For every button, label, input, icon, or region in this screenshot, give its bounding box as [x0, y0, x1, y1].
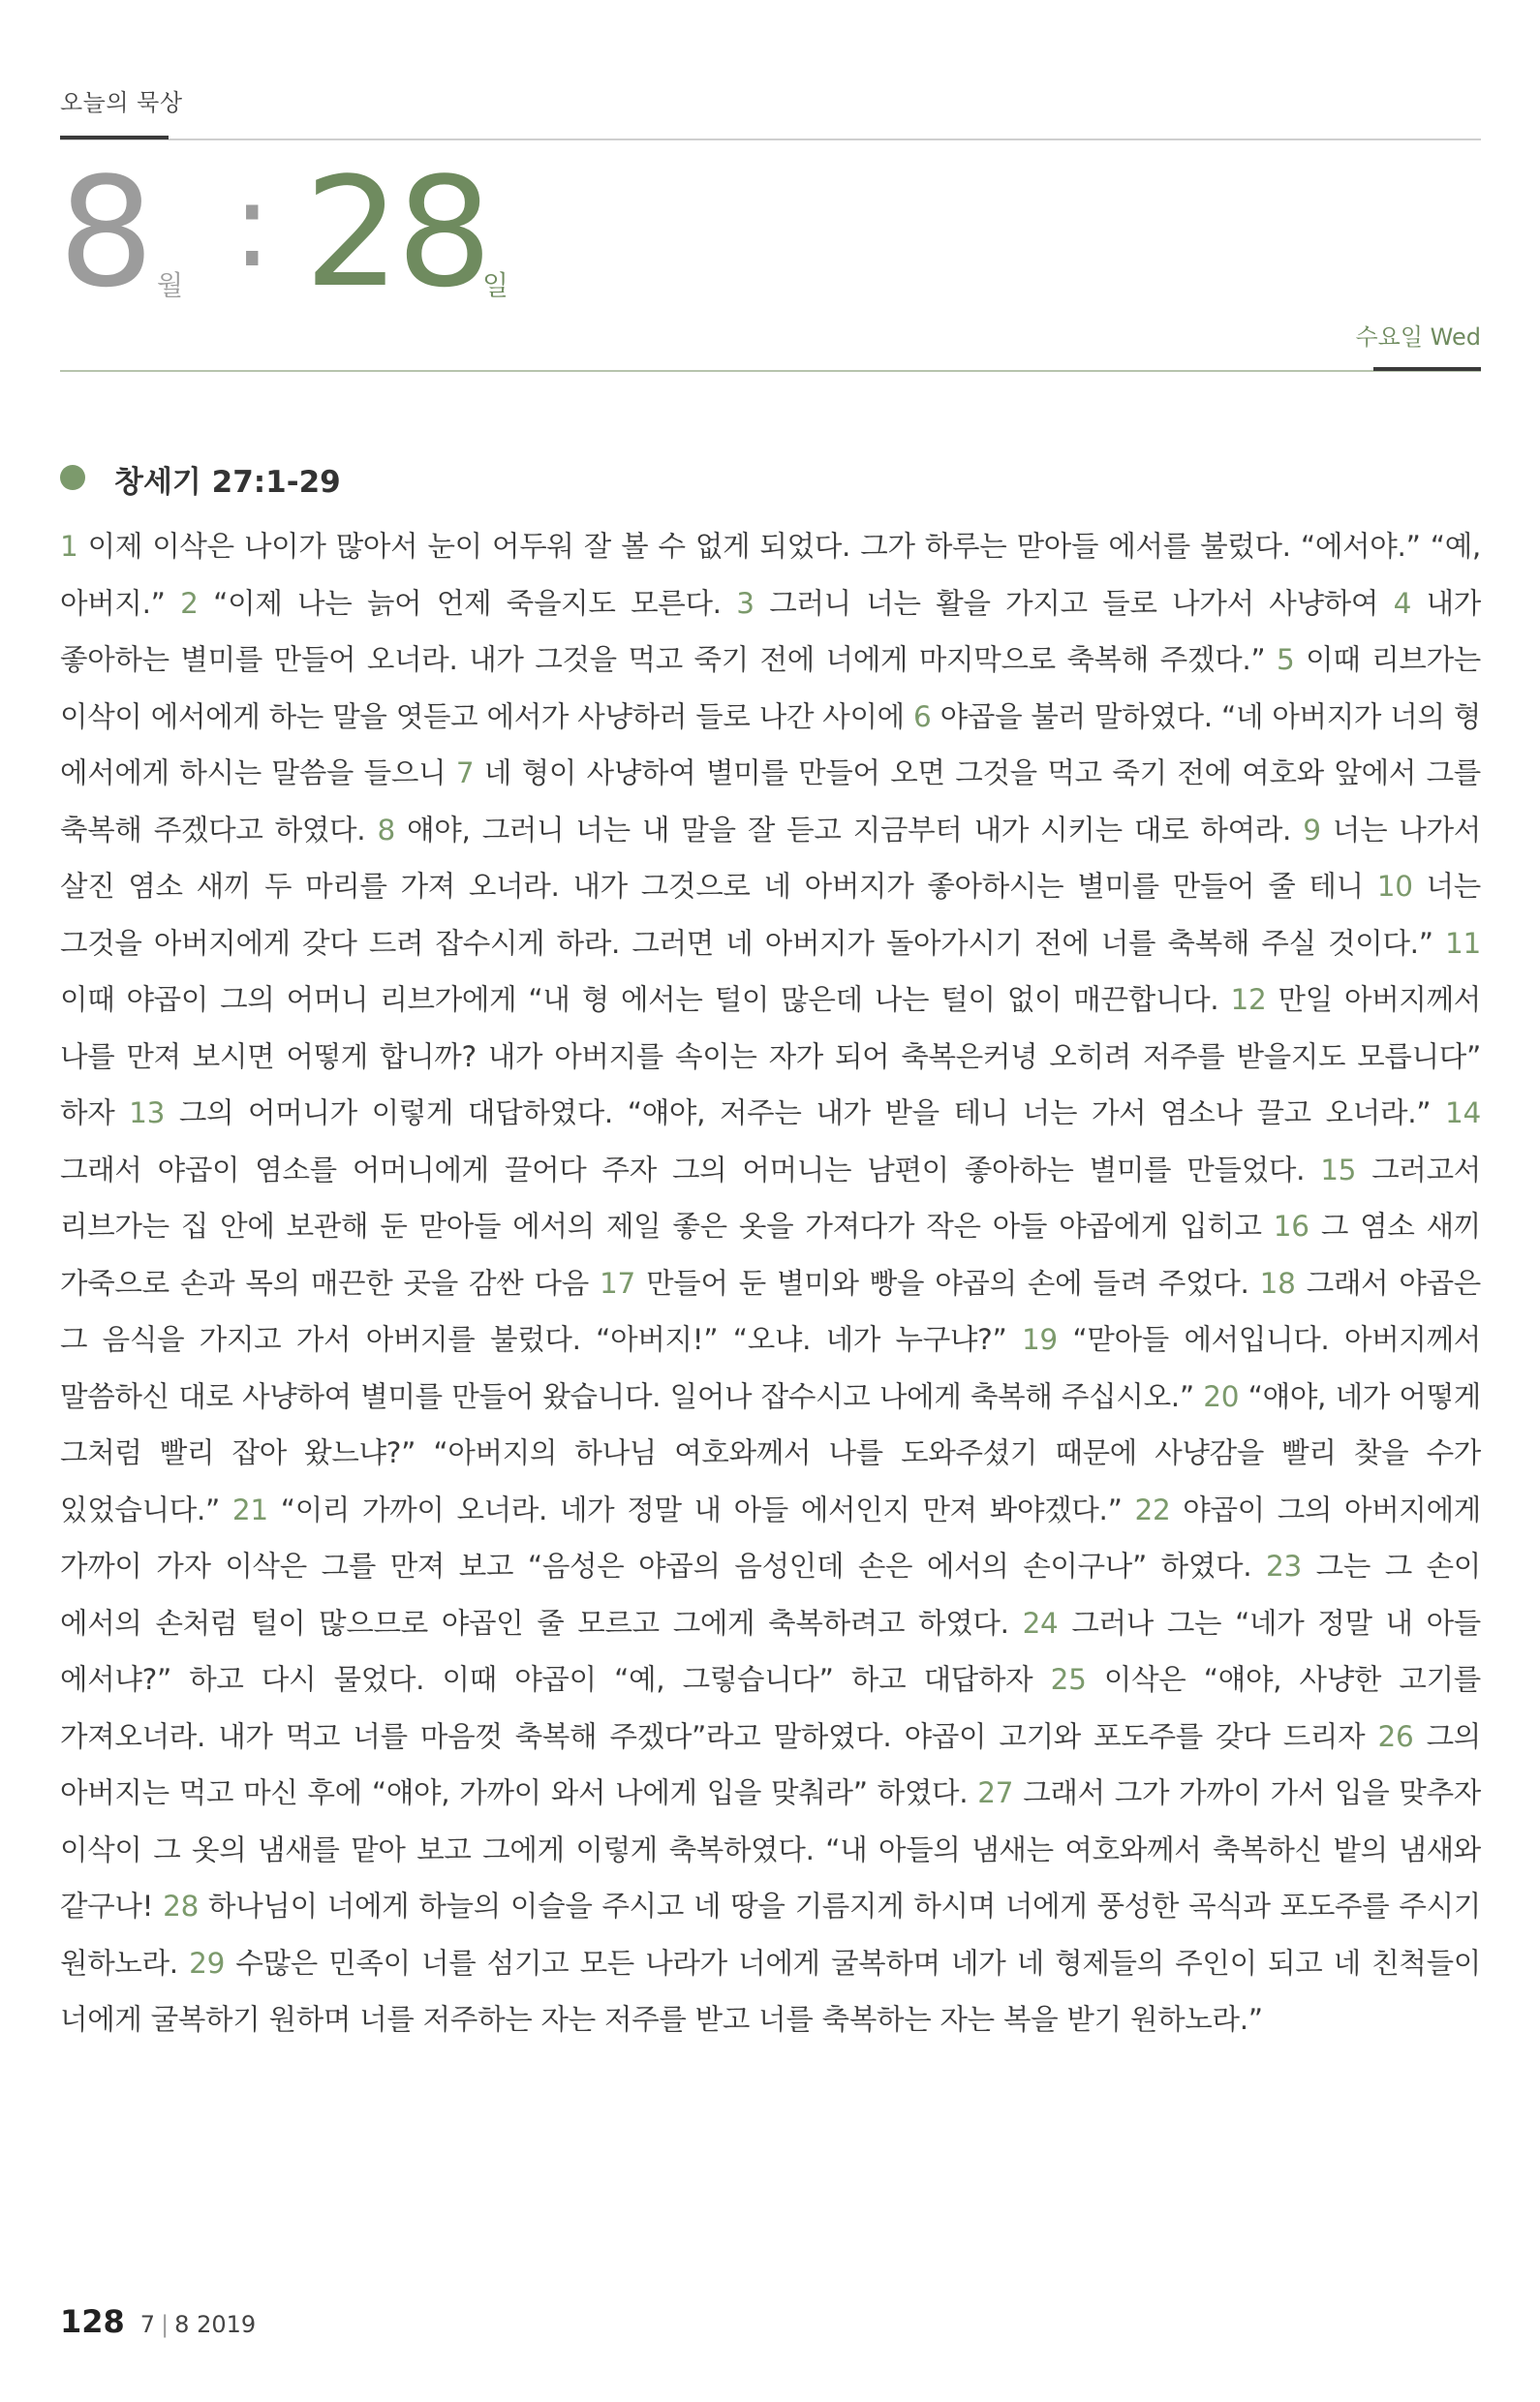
- verse-text: 내가 좋아하는 별미를 만들어 오너라. 내가 그것을 먹고 죽기 전에 너에게 마지막으로 축복해 주겠다.”: [60, 586, 1481, 676]
- verse-text: 그는 그 손이 에서의 손처럼 털이 많으므로 야곱인 줄 모르고 그에게 축복하려고 하였다.: [60, 1550, 1482, 1640]
- verse-text: 이때 야곱이 그의 어머니 리브가에게 “내 형 에서는 털이 많은데 나는 털이 없이 매끈합니다.: [60, 983, 1231, 1016]
- verse-text: 하나님이 너에게 하늘의 이슬을 주시고 네 땅을 기름지게 하시며 너에게 풍성한 곡식과 포도주를 주시기 원하노라.: [60, 1890, 1481, 1980]
- verse-number: 21: [231, 1493, 268, 1526]
- verse-number: 18: [1259, 1266, 1296, 1300]
- footer-separator: |: [161, 2311, 169, 2338]
- verse-number: 3: [736, 586, 755, 620]
- verse-text: 그래서 야곱이 염소를 어머니에게 끌어다 주자 그의 어머니는 남편이 좋아하는 별미를 만들었다.: [60, 1153, 1321, 1186]
- verse-text: 그래서 그가 가까이 가서 입을 맞추자 이삭이 그 옷의 냄새를 맡아 보고 그에게 이렇게 축복하였다. “내 아들의 냄새는 여호와께서 축복하신 밭의 냄새와 같구나!: [60, 1776, 1481, 1923]
- verse-number: 22: [1134, 1493, 1171, 1526]
- verse-number: 25: [1050, 1663, 1087, 1696]
- passage-reference: 창세기 27:1-29: [114, 465, 341, 500]
- day-unit: 일: [482, 269, 509, 301]
- verse-text: 만일 아버지께서 나를 만져 보시면 어떻게 합니까? 내가 아버지를 속이는 자가 되어 축복은커녕 오히려 저주를 받을지도 모릅니다” 하자: [60, 983, 1481, 1129]
- verse-number: 11: [1445, 926, 1481, 960]
- day-number: 28: [304, 144, 489, 321]
- verse-text: 그러니 너는 활을 가지고 들로 나가서 사냥하여: [754, 586, 1394, 620]
- verse-text: “이제 나는 늙어 언제 죽을지도 모른다.: [198, 586, 737, 620]
- verse-number: 13: [129, 1096, 166, 1129]
- verse-text: 이삭은 “얘야, 사냥한 고기를 가져오너라. 내가 먹고 너를 마음껏 축복해 주겠다”라고 말하였다. 야곱이 고기와 포도주를 갖다 드리자: [60, 1663, 1481, 1753]
- month-unit: 월: [157, 269, 184, 301]
- verse-text: “이리 가까이 오너라. 네가 정말 내 아들 에서인지 만져 봐야겠다.”: [267, 1493, 1135, 1526]
- verse-text: 그의 아버지는 먹고 마신 후에 “얘야, 가까이 와서 나에게 입을 맞춰라” 하였다.: [60, 1719, 1481, 1809]
- page-number: 128: [60, 2303, 125, 2340]
- verse-number: 7: [455, 756, 475, 789]
- date-display: [58, 144, 736, 321]
- verse-text: 너는 그것을 아버지에게 갖다 드려 잡수시게 하라. 그러면 네 아버지가 돌아가시기 전에 너를 축복해 주실 것이다.”: [60, 870, 1481, 960]
- date-colon: :: [232, 159, 272, 293]
- verse-text: 야곱이 그의 아버지에게 가까이 가자 이삭은 그를 만져 보고 “음성은 야곱의 음성인데 손은 에서의 손이구나” 하였다.: [60, 1493, 1481, 1583]
- verse-text: 이때 리브가는 이삭이 에서에게 하는 말을 엿듣고 에서가 사냥하러 들로 나간 사이에: [60, 643, 1481, 733]
- verse-text: 그래서 야곱은 그 음식을 가지고 가서 아버지를 불렀다. “아버지!” “오냐. 네가 누구냐?”: [60, 1266, 1481, 1356]
- verse-text: 이제 이삭은 나이가 많아서 눈이 어두워 잘 볼 수 없게 되었다. 그가 하루는 맏아들 에서를 불렀다. “에서야.” “예, 아버지.”: [60, 530, 1481, 620]
- issue-date: 8 2019: [174, 2311, 257, 2338]
- verse-number: 20: [1203, 1379, 1240, 1413]
- header-divider-accent: [60, 136, 169, 139]
- verse-text: “얘야, 네가 어떻게 그처럼 빨리 잡아 왔느냐?” “아버지의 하나님 여호와께서 나를 도와주셨기 때문에 사냥감을 빨리 찾을 수가 있었습니다.”: [60, 1379, 1481, 1526]
- verse-text: 야곱을 불러 말하였다. “네 아버지가 너의 형 에서에게 하시는 말씀을 들으니: [60, 699, 1482, 789]
- verse-number: 2: [180, 586, 199, 620]
- month-number: 8: [58, 144, 151, 321]
- verse-number: 28: [163, 1890, 200, 1923]
- header-divider: [60, 139, 1481, 140]
- verse-number: 5: [1277, 643, 1295, 676]
- verse-number: 29: [189, 1946, 226, 1980]
- verse-text: 너는 나가서 살진 염소 새끼 두 마리를 가져 오너라. 내가 그것으로 네 아버지가 좋아하시는 별미를 만들어 줄 테니: [60, 813, 1481, 903]
- verse-text: 그의 어머니가 이렇게 대답하였다. “얘야, 저주는 내가 받을 테니 너는 가서 염소나 끌고 오너라.”: [165, 1096, 1446, 1129]
- date-divider-accent: [1373, 367, 1481, 371]
- verse-number: 23: [1266, 1550, 1302, 1583]
- verse-number: 12: [1230, 983, 1267, 1016]
- scripture-text: [60, 518, 1481, 2048]
- verse-number: 16: [1273, 1210, 1309, 1243]
- page-footer: [60, 2303, 256, 2340]
- verse-text: 네 형이 사냥하여 별미를 만들어 오면 그것을 먹고 죽기 전에 여호와 앞에서 그를 축복해 주겠다고 하였다.: [60, 756, 1482, 847]
- bullet-dot-icon: [60, 465, 85, 490]
- verse-text: 수많은 민족이 너를 섬기고 모든 나라가 너에게 굴복하며 네가 네 형제들의 주인이 되고 네 친척들이 너에게 굴복하기 원하며 너를 저주하는 자는 저주를 받고 너를 축복하는 자는 복을 받기 원하노라.”: [60, 1946, 1481, 2036]
- verse-number: 26: [1377, 1719, 1414, 1753]
- verse-number: 24: [1022, 1606, 1059, 1640]
- verse-number: 4: [1393, 586, 1412, 620]
- verse-number: 9: [1303, 813, 1321, 847]
- verse-number: 15: [1320, 1153, 1357, 1186]
- section-label: 오늘의 묵상: [60, 89, 183, 116]
- verse-number: 10: [1376, 870, 1413, 903]
- issue-month: 7: [139, 2311, 156, 2338]
- verse-text: 그 염소 새끼 가죽으로 손과 목의 매끈한 곳을 감싼 다음: [60, 1210, 1481, 1300]
- verse-text: 그러나 그는 “네가 정말 내 아들 에서냐?” 하고 다시 물었다. 이때 야곱이 “예, 그렇습니다” 하고 대답하자: [60, 1606, 1482, 1696]
- verse-text: 만들어 둔 별미와 빵을 야곱의 손에 들려 주었다.: [634, 1266, 1260, 1300]
- date-divider: [60, 370, 1481, 372]
- verse-text: “맏아들 에서입니다. 아버지께서 말씀하신 대로 사냥하여 별미를 만들어 왔습니다. 일어나 잡수시고 나에게 축복해 주십시오.”: [60, 1323, 1481, 1413]
- weekday-label: 수요일 Wed: [1355, 323, 1481, 351]
- verse-number: 1: [60, 530, 78, 563]
- verse-number: 19: [1021, 1323, 1058, 1356]
- verse-number: 8: [377, 813, 395, 847]
- verse-text: 그러고서 리브가는 집 안에 보관해 둔 맏아들 에서의 제일 좋은 옷을 가져다가 작은 아들 야곱에게 입히고: [60, 1153, 1481, 1243]
- verse-text: 얘야, 그러니 너는 내 말을 잘 듣고 지금부터 내가 시키는 대로 하여라.: [394, 813, 1304, 847]
- verse-number: 6: [913, 699, 932, 733]
- verse-number: 14: [1445, 1096, 1481, 1129]
- verse-number: 17: [600, 1266, 635, 1300]
- verse-number: 27: [977, 1776, 1014, 1809]
